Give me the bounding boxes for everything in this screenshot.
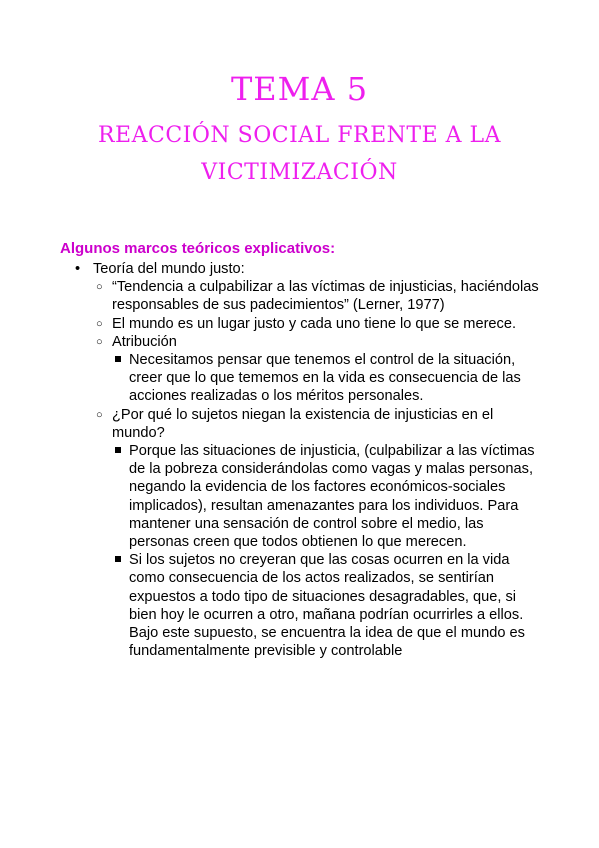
- list-item: [96, 278, 540, 314]
- page-subtitle: REACCIÓN SOCIAL FRENTE A LA VICTIMIZACIÓN: [97, 123, 501, 185]
- page-title: TEMA 5: [230, 70, 369, 108]
- list-item-text: Porque las situaciones de injusticia, (culpabilizar a las víctimas de la pobreza considerándolas como vagas y malas personas, negando la evidencia de los factores económicos-sociales implicados), resultan amenazantes para los individuos. Para mantener una sensación de control sobre el medio, las personas creen que todos obtienen lo que merecen.: [129, 443, 535, 551]
- hollow-bullet-icon: ○: [96, 281, 103, 294]
- list-item: [129, 551, 541, 660]
- square-bullet-icon: [115, 447, 121, 453]
- square-bullet-icon: [115, 556, 121, 562]
- list-item-text: El mundo es un lugar justo y cada uno tiene lo que se merece.: [112, 315, 517, 332]
- list-item-text: “Tendencia a culpabilizar a las víctimas de injusticias, haciéndolas responsables de sus padecimientos” (Lerner, 1977): [112, 279, 539, 314]
- section-heading: Algunos marcos teóricos explicativos:: [60, 240, 336, 257]
- list-item: [75, 260, 533, 278]
- square-bullet-icon: [115, 356, 121, 362]
- list-item-text: ¿Por qué lo sujetos niegan la existencia de injusticias en el mundo?: [112, 406, 494, 441]
- list-item: [96, 315, 540, 333]
- list-item-text: Atribución: [112, 333, 177, 350]
- bullet-list: [0, 260, 599, 660]
- hollow-bullet-icon: ○: [96, 317, 103, 330]
- bullet-icon: •: [75, 261, 81, 277]
- list-item: [129, 442, 541, 551]
- list-item: [96, 333, 540, 351]
- list-item: [129, 351, 541, 406]
- hollow-bullet-icon: ○: [96, 335, 103, 348]
- list-item-text: Si los sujetos no creyeran que las cosas ocurren en la vida como consecuencia de los actos realizados, se sentirían expuestos a todo tipo de situaciones desagradables, que, si bien hoy le ocurren a otro, mañana podrían ocurrirles a ellos. Bajo este supuesto, se encuentra la idea de que el mundo es fundamentalmente previsible y controlable: [129, 552, 525, 660]
- list-item-text: Necesitamos pensar que tenemos el control de la situación, creer que lo que tememos en la vida es consecuencia de las acciones realizadas o los méritos personales.: [129, 352, 521, 405]
- list-item: [96, 406, 540, 442]
- list-item-text: Teoría del mundo justo:: [93, 261, 245, 277]
- hollow-bullet-icon: ○: [96, 408, 103, 421]
